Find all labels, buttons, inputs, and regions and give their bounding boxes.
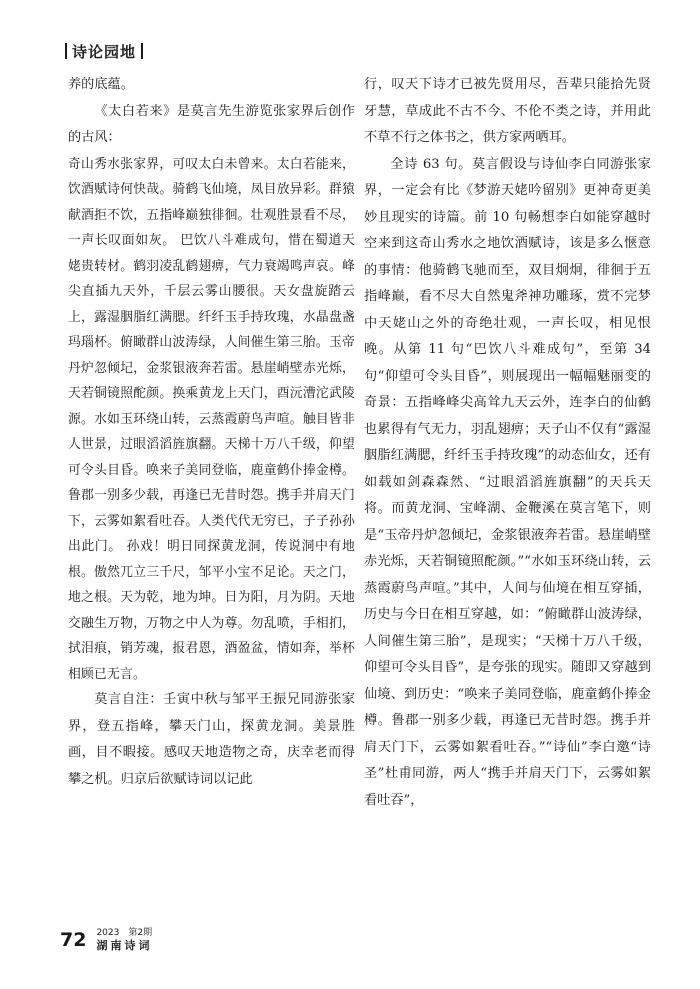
- right-paragraph-1: 行，叹天下诗才已被先贤用尽，吾辈只能拾先贤牙慧，草成此不古不今、不伦不类之诗，并用此不草不行之体书之，供方家两哂耳。: [364, 77, 651, 145]
- header-bar-left: [65, 43, 67, 59]
- page-footer: [60, 928, 152, 952]
- right-column: [364, 72, 651, 814]
- left-paragraph-2: 《太白若来》是莫言先生游览张家界后创作的古风：: [68, 103, 355, 145]
- magazine-name: 湖南诗词: [96, 939, 153, 952]
- left-paragraph-1: 养的底蕴。: [68, 77, 134, 92]
- left-paragraph-3: 莫言自注：壬寅中秋与邹平王振兄同游张家界，登五指峰，攀天门山，探黄龙洞。美景胜画，目不暇接。感叹天地造物之奇，庆幸老而得攀之机。归京后欲赋诗词以记此: [68, 692, 355, 787]
- right-paragraph-2: 全诗 63 句。莫言假设与诗仙李白同游张家界，一定会有比《梦游天姥吟留别》更神奇更美妙且现实的诗篇。前 10 句畅想李白如能穿越时空来到这奇山秀水之地饮酒赋诗，该是多么惬意的事情：他骑鹤飞驰而至，双目炯炯，徘徊于五指峰巅，看不尽大自然鬼斧神功雕琢，赏不完梦中天姥山之外的奇绝壮观，一声长叹，相见恨晚。从第 11 句“巴饮八斗难成句”，至第 34 句“仰望可令头目昏”，则展现出一幅幅魅丽变的奇景：五指峰峰尖高耸九天云外，连李白的仙鹤也累得有气无力，羽乱翅痹；天子山不仅有“露湿胭脂红满腮，纤纤玉手持玫瑰”的动态仙女，还有如载如剑森森然、“过眼滔滔旌旗翻”的天兵天将。而黄龙洞、宝峰湖、金鞭溪在莫言笔下，则是“玉帝丹炉忽倾圮，金浆银液奔若雷。悬崖峭壁赤光烁，天若铜镜照酡颜。”“水如玉环绕山转，云蒸霞蔚鸟声喧。”其中，人间与仙境在相互穿插，历史与今日在相互穿越，如：“俯瞰群山波涛绿，人间催生第三胎”，是现实；“天梯十万八千级，仰望可令头目昏”，是夸张的现实。随即又穿越到仙境、到历史：“唤来子美同登临，鹿童鹤仆捧金樽。鲁郡一别多少载，再逢已无昔时怨。携手并肩天门下，云雾如絮看吐吞。”“诗仙”李白邀“诗圣”杜甫同游，两人“携手并肩天门下，云雾如絮看吐吞”，: [364, 156, 651, 808]
- header-bar-right: [141, 43, 143, 59]
- page-number: 72: [60, 929, 87, 951]
- issue-label: 2023 第2期: [96, 928, 153, 938]
- footer-meta: [96, 928, 152, 952]
- section-header: [60, 41, 148, 62]
- poem-text: 奇山秀水张家界，可叹太白未曾来。太白若能来，饮酒赋诗何快哉。骑鹤飞仙境，凤目放异彩。群猿献酒拒不饮，五指峰巅独徘徊。壮观胜景看不尽，一声长叹面如灰。 巴饮八斗难成句，惜在蜀道天姥贵转材。鹤羽凌乱鹤翅痹，气力衰竭鸣声哀。峰尖直插九天外，千层云雾山腰很。天女盘旋踏云上，露湿胭脂红满腮。纤纤玉手持玫瑰，水晶盘盏玛瑙杯。俯瞰群山波涛绿，人间催生第三胎。玉帝丹炉忽倾圮，金浆银液奔若雷。悬崖峭壁赤光烁，天若铜镜照酡颜。换乘黄龙上天门，酉沅漕沱武陵源。水如玉环绕山转，云蒸霞蔚鸟声喧。触目皆非人世景，过眼滔滔旌旗翻。天梯十万八千级，仰望可令头目昏。唤来子美同登临，鹿童鹤仆捧金樽。鲁郡一别多少载，再逢已无昔时怨。携手并肩天门下，云雾如絮看吐吞。人类代代无穷已，子子孙孙出此门。 孙戏！明日同探黄龙洞，传说洞中有地根。傲然兀立三千尺，邹平小宝不足论。天之门，地之根。天为乾，地为坤。日为阳，月为阴。天地交融生万物，万物之中人为尊。勿乱喷，手相扪，拭泪痕，销芳魂，报君恩，酒盈盆，情如奔，举杯相顾已无言。: [68, 156, 355, 682]
- section-title: 诗论园地: [72, 43, 137, 61]
- left-column: [68, 72, 355, 793]
